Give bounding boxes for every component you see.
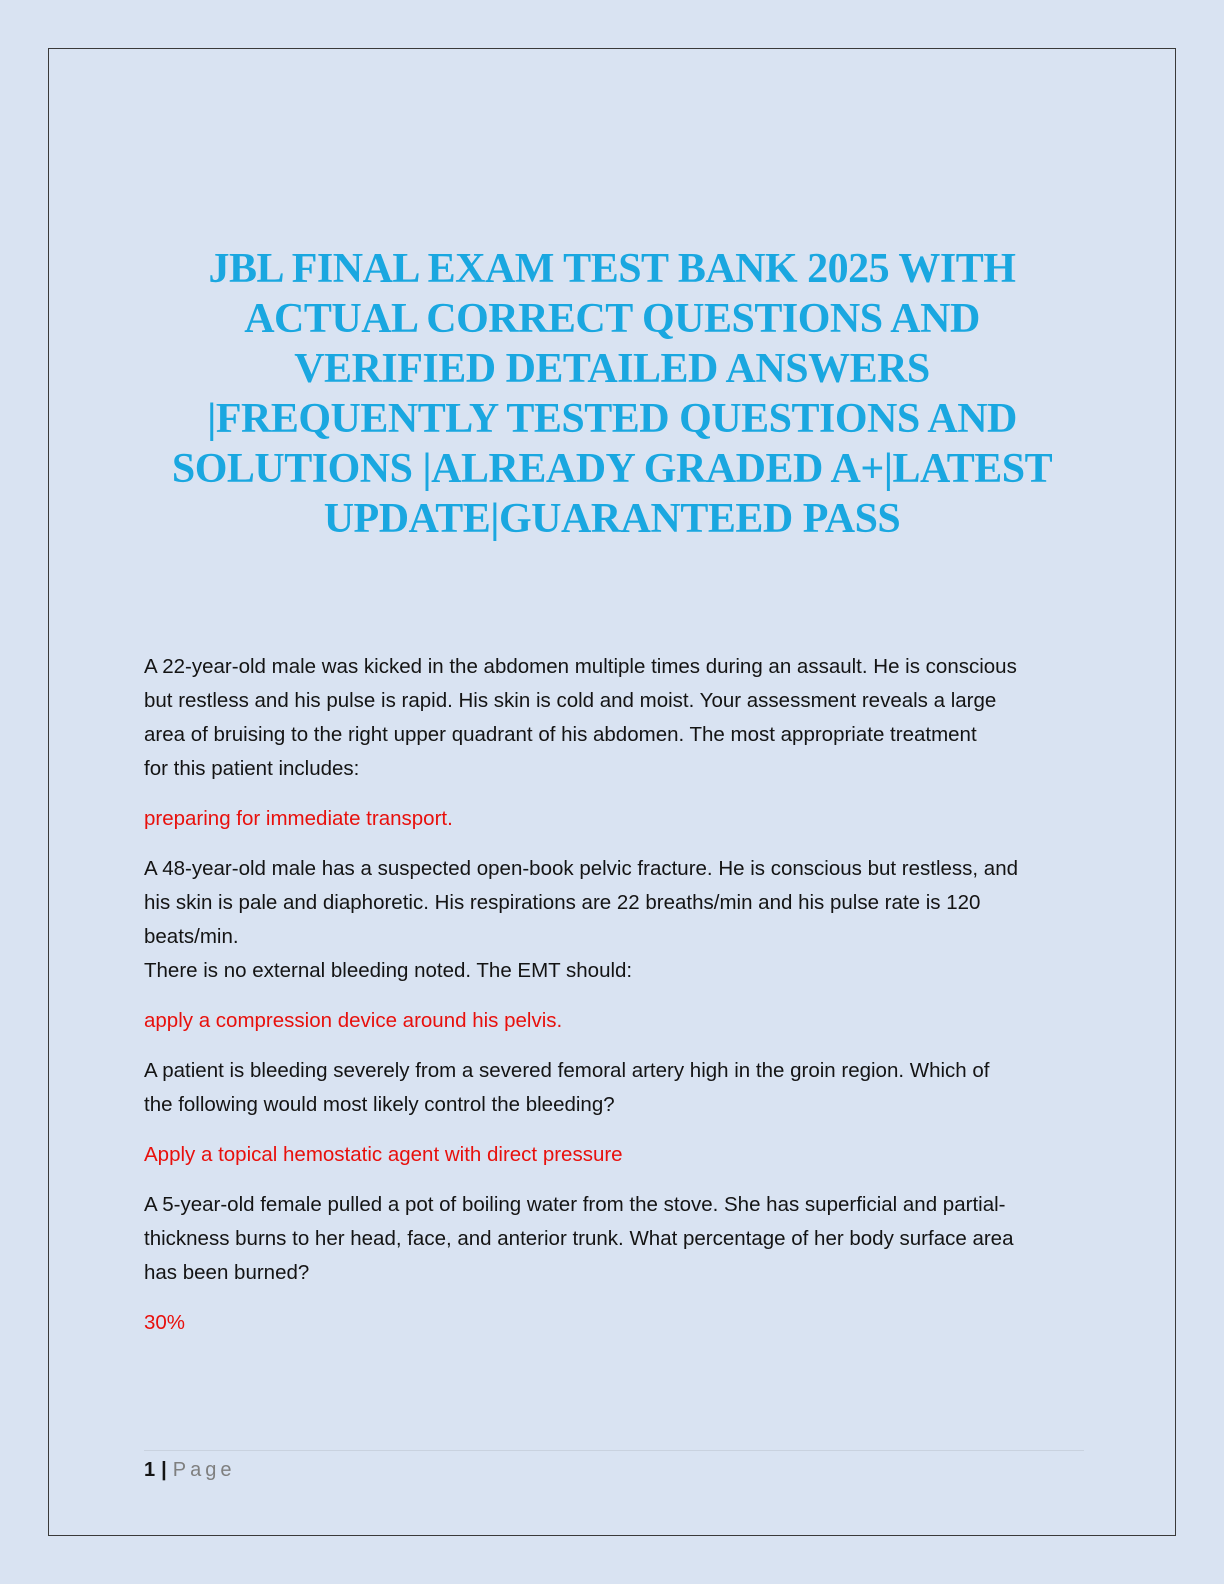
answer-2: apply a compression device around his pelvis. bbox=[144, 1009, 563, 1032]
title-line: VERIFIED DETAILED ANSWERS bbox=[294, 346, 930, 392]
title-line: JBL FINAL EXAM TEST BANK 2025 WITH bbox=[208, 246, 1016, 292]
title-line: |FREQUENTLY TESTED QUESTIONS AND bbox=[207, 396, 1017, 442]
question-line: A 5-year-old female pulled a pot of boiling water from the stove. She has superficial and partial- bbox=[144, 1193, 1006, 1216]
question-line: A patient is bleeding severely from a severed femoral artery high in the groin region. Which of bbox=[144, 1059, 990, 1082]
question-2 bbox=[144, 852, 1084, 988]
question-line: for this patient includes: bbox=[144, 757, 360, 780]
question-line: has been burned? bbox=[144, 1261, 310, 1284]
answer-1: preparing for immediate transport. bbox=[144, 807, 453, 830]
document-title bbox=[130, 244, 1094, 544]
question-line: A 48-year-old male has a suspected open-book pelvic fracture. He is conscious but restless, and bbox=[144, 857, 1018, 880]
footer-separator: | bbox=[161, 1459, 167, 1481]
question-line: thickness burns to her head, face, and anterior trunk. What percentage of her body surface area bbox=[144, 1227, 1014, 1250]
title-line: UPDATE|GUARANTEED PASS bbox=[323, 496, 901, 542]
question-1 bbox=[144, 650, 1084, 786]
title-line: SOLUTIONS |ALREADY GRADED A+|LATEST bbox=[171, 446, 1053, 492]
question-4 bbox=[144, 1188, 1084, 1290]
question-3 bbox=[144, 1054, 1084, 1122]
page-number: 1 bbox=[144, 1459, 156, 1481]
answer-3: Apply a topical hemostatic agent with direct pressure bbox=[144, 1143, 623, 1166]
footer-divider bbox=[144, 1450, 1084, 1451]
answer-4: 30% bbox=[144, 1311, 186, 1334]
page-footer bbox=[144, 1456, 235, 1484]
question-line: the following would most likely control the bleeding? bbox=[144, 1093, 615, 1116]
title-line: ACTUAL CORRECT QUESTIONS AND bbox=[244, 296, 980, 342]
question-line: A 22-year-old male was kicked in the abdomen multiple times during an assault. He is conscious bbox=[144, 655, 1017, 678]
page-label: Page bbox=[172, 1459, 236, 1481]
question-line: his skin is pale and diaphoretic. His respirations are 22 breaths/min and his pulse rate is 120 bbox=[144, 891, 981, 914]
question-line: beats/min. bbox=[144, 925, 239, 948]
question-line: There is no external bleeding noted. The EMT should: bbox=[144, 959, 633, 982]
question-list bbox=[144, 650, 1084, 1356]
question-line: but restless and his pulse is rapid. His skin is cold and moist. Your assessment reveals a large bbox=[144, 689, 997, 712]
question-line: area of bruising to the right upper quadrant of his abdomen. The most appropriate treatment bbox=[144, 723, 977, 746]
